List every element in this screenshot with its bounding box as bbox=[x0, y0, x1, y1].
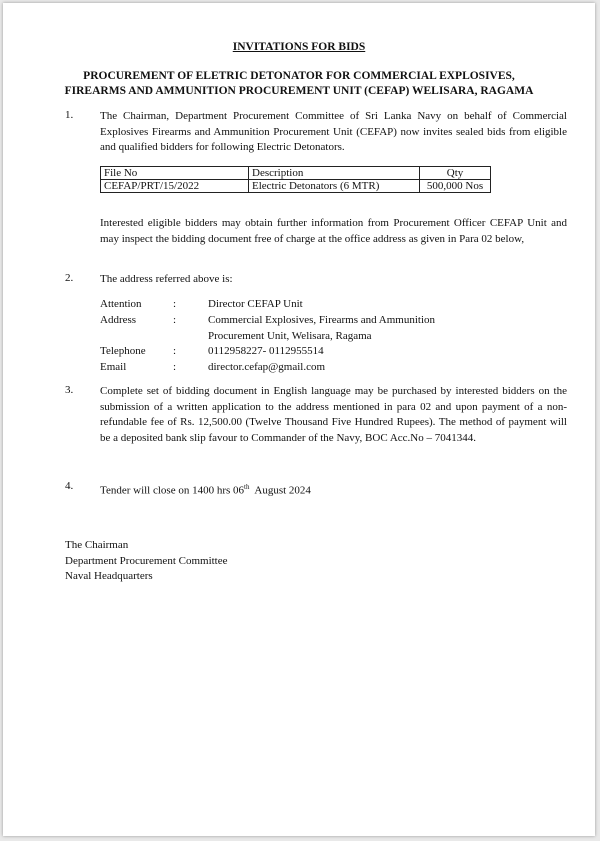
table-header-qty: Qty bbox=[420, 167, 491, 180]
para-1b-text: Interested eligible bidders may obtain further information from Procurement Officer CEFAP Unit and may inspect the bidding document free of charge at the office address as given in Para 02 below, bbox=[100, 217, 567, 245]
email-label: Email bbox=[100, 361, 127, 373]
address-label: Address bbox=[100, 314, 137, 326]
signature-line-2: Department Procurement Committee bbox=[65, 554, 228, 567]
colon: : bbox=[173, 345, 177, 357]
colon: : bbox=[173, 298, 177, 310]
signature-line-3: Naval Headquarters bbox=[65, 570, 153, 582]
document-subtitle bbox=[43, 69, 555, 99]
address-line-1: Commercial Explosives, Firearms and Ammunition bbox=[208, 314, 435, 326]
para-4-text bbox=[100, 480, 311, 499]
colon: : bbox=[173, 361, 177, 373]
para-2-number: 2. bbox=[65, 272, 74, 284]
table-cell-description: Electric Detonators (6 MTR) bbox=[249, 180, 420, 193]
para-3-number: 3. bbox=[65, 384, 74, 396]
signature-block bbox=[65, 538, 228, 585]
para-1-text: The Chairman, Department Procurement Committee of Sri Lanka Navy on behalf of Commercial Explosives Firearms and Ammunition Procurement Unit (CEFAP) now invites sealed bids from eligible and qualified bidders for following Electric Detonators. bbox=[100, 110, 567, 153]
para-4-superscript: th bbox=[244, 483, 250, 491]
table-cell-file-no: CEFAP/PRT/15/2022 bbox=[101, 180, 249, 193]
para-4-text-after: August 2024 bbox=[249, 484, 311, 497]
document-title: INVITATIONS FOR BIDS bbox=[232, 41, 366, 53]
address-line-2: Procurement Unit, Welisara, Ragama bbox=[208, 330, 372, 342]
bid-table bbox=[100, 166, 491, 193]
subtitle-line-1: PROCUREMENT OF ELETRIC DETONATOR FOR COMMERCIAL EXPLOSIVES, bbox=[83, 70, 515, 82]
para-4-number: 4. bbox=[65, 480, 74, 492]
email-value: director.cefap@gmail.com bbox=[208, 361, 326, 373]
table-header-file-no: File No bbox=[101, 167, 249, 180]
table-header-description: Description bbox=[249, 167, 420, 180]
table-row bbox=[101, 180, 491, 193]
table-cell-qty: 500,000 Nos bbox=[420, 180, 491, 193]
subtitle-line-2: FIREARMS AND AMMUNITION PROCUREMENT UNIT (CEFAP) WELISARA, RAGAMA bbox=[64, 85, 534, 97]
attention-value: Director CEFAP Unit bbox=[208, 298, 303, 310]
para-1-number: 1. bbox=[65, 109, 74, 121]
telephone-label: Telephone bbox=[100, 345, 146, 357]
telephone-value: 0112958227- 0112955514 bbox=[208, 345, 324, 357]
para-2-text: The address referred above is: bbox=[100, 273, 233, 285]
signature-line-1: The Chairman bbox=[65, 539, 129, 551]
colon: : bbox=[173, 314, 177, 326]
table-header-row bbox=[101, 167, 491, 180]
attention-label: Attention bbox=[100, 298, 142, 310]
para-4-text-before: Tender will close on 1400 hrs 06 bbox=[100, 484, 245, 497]
para-3-text: Complete set of bidding document in English language may be purchased by interested bidders on the submission of a written application to the address mentioned in para 02 and upon payment of a non-refundable fee of Rs. 12,500.00 (Twelve Thousand Five Hundred Rupees). The method of payment will be a deposited bank slip favour to Commander of the Navy, BOC Acc.No – 7041344. bbox=[100, 385, 567, 444]
document-page bbox=[3, 3, 595, 836]
